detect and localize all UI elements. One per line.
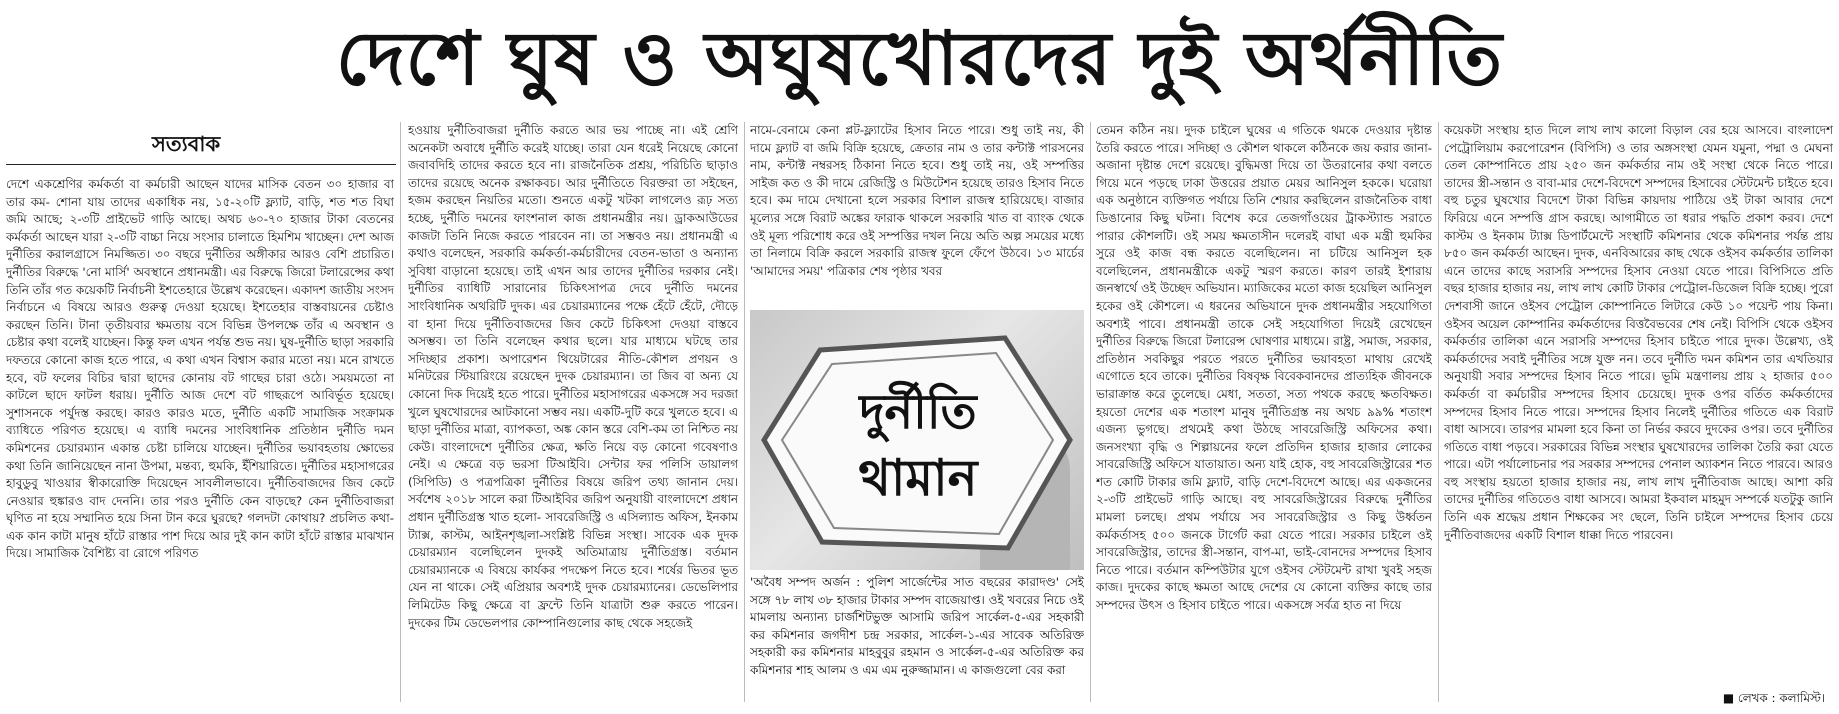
column-divider [744,122,745,702]
byline: সত্যবাক [152,132,221,156]
column-divider [1090,122,1091,702]
hexagon-sign [750,310,1084,570]
article-column-1 [6,176,394,704]
column-text: দেশে একশ্রেণির কর্মকর্তা বা কর্মচারী আছেন যাদের মাসিক বেতন ৩০ হাজার বা তার কম- শোনা যায় তাদের একাধিক নয়, ১৫-২০টি ফ্ল্যাট, বাড়ি, শত শত বিঘা জমি আছে; ২-৩টি প্রাইভেট গাড়ি আছে। অথচ ৬০-৭০ হাজার টাকা বেতনের কর্মকর্তা আছেন যারা ২-৩টি বাচ্চা নিয়ে সংসার চালাতে হিমশিম খাচ্ছেন। দেশ আজ দুর্নীতির করালগ্রাসে নিমজ্জিত। ৩০ বছরে দুর্নীতির অঙ্গীকার আরও বেশি প্রচারিত। দুর্নীতির বিরুদ্ধে 'নো মার্সি' অবস্থানে প্রধানমন্ত্রী। এর বিরুদ্ধে জিরো টলারেন্সের কথা তিনি তাঁর গত কয়েকটি নির্বাচনী ইশতেহারে উল্লেখ করেছেন। একাদশ জাতীয় সংসদ নির্বাচনে এ বিষয়ে আরও গুরুত্ব দেওয়া হয়েছে। ইশতেহার বাস্তবায়নের চেষ্টাও করছেন তিনি। টানা তৃতীয়বার ক্ষমতায় বসে বিভিন্ন উপলক্ষে তাঁর এ অবস্থান ও চেষ্টার কথা বলেই যাচ্ছেন। কিন্তু ফল এখন পর্যন্ত শুভ নয়। ঘুষ-দুর্নীতি ছাড়া সরকারি দফতরে কোনো কাজ হতে পারে, এ কথা এখন বিশ্বাস করার মতো নয়। মনে রাখতে হবে, বট ফলের বিচির দ্বারা ছাদের কোনায় বট গাছের চারা ওঠে। সময়মতো না কাটলে ছাদে ফাটল ধরায়। দুর্নীতি আজ দেশে বট গাছরূপে আবির্ভূত হয়েছে। সুশাসনকে পর্যুদস্ত করছে। কারও কারও মতে, দুর্নীতি একটি সামাজিক সংক্রামক ব্যাধিতে পরিণত হয়েছে। এ ব্যাধি দমনের সাংবিধানিক প্রতিষ্ঠান দুর্নীতি দমন কমিশনের চেয়ারম্যান একান্ত চেষ্টা চালিয়ে যাচ্ছেন। দুর্নীতির ভয়াবহতায় ক্ষোভের কথা তিনি জানিয়েছেন নানা উপমা, মন্তব্য, হুমকি, ইঁশিয়ারিতে। দুর্নীতির মহাসাগরের হাবুডুবু খাওয়ার স্বীকারোক্তি দিয়েছেন সাবলীলভাবে। দুর্নীতিবাজদের জিব কেটে নেওয়ার হুঙ্কারও বাদ দেননি। তার পরও দুর্নীতি কেন বাড়ছে? কেন দুর্নীতিবাজরা ঘৃণিত না হয়ে সম্মানিত হয়ে সিনা টান করে ঘুরছে? গলদটা কোথায়? প্রচলিত কথা- এক কান কাটা মানুষ হাঁটে রাস্তার পাশ দিয়ে আর দুই কান কাটা হাঁটে রাস্তার মাঝখান দিয়ে। সামাজিক বৈশিষ্ট্য বা রোগে পরিণত [6,177,394,561]
sign-text-line1: দুর্নীতি [859,384,977,440]
column-text: হওয়ায় দুর্নীতিবাজরা দুর্নীতি করতে আর ভয় পাচ্ছে না। এই শ্রেণি অনেকটা অবাধে দুর্নীতি করেই যাচ্ছে। তারা যেন ধরেই নিয়েছে কোনো জবাবদিহি তাদের করতে হবে না। রাজনৈতিক প্রশ্রয়, পরিচিতি ছাড়াও তাদের রয়েছে অনেক রক্ষাকবচ। আর দুর্নীতিতে বিরক্তরা তা সইছেন, হজম করছেন নিয়তির মতো। শুনতে একটু খটকা লাগলেও রূঢ় সত্য হচ্ছে, দুর্নীতি দমনের ফাংশনাল কাজ প্রধানমন্ত্রীর নয়। ড্রাকআউডের কাজটা তিনি নিজে করতে পারবেন না। তা সম্ভবও নয়। প্রধানমন্ত্রী এ কথাও বলেছেন, সরকারি কর্মকর্তা-কর্মচারীদের বেতন-ভাতা ও অন্যান্য সুবিধা বাড়ানো হয়েছে। তাই এখন আর তাদের দুর্নীতির দরকার নেই। দুর্নীতির ব্যাধিটি সারানোর চিকিৎসাপত্র দেবে দুর্নীতি দমনের সাংবিধানিক অথরিটি দুদক। এর চেয়ারম্যানের পক্ষে হেঁটে হেঁটে, দৌড়ে বা হানা দিয়ে দুর্নীতিবাজদের জিব কেটে চিকিৎসা দেওয়া বাস্তবে অসম্ভব। তা তিনি বলেছেন কথার ছলে। যার মাধ্যমে ঘটছে তার সদিচ্ছার প্রকাশ। অপারেশন থিয়েটারের নীতি-কৌশল প্রণয়ন ও মনিটরের স্টিয়ারিংয়ে রয়েছেন দুদক চেয়ারম্যান। তা জিব বা অন্য যে কোনো দিক দিয়েই হতে পারে। দুর্নীতির মহাসাগরের একসঙ্গে সব দরজা খুলে ঘুষখোরদের আটকানো সম্ভব নয়। একটি-দুটি করে খুলতে হবে। এ ছাড়া দুর্নীতির মাত্রা, ব্যাপকতা, অঙ্ক কোন স্তরে বেশি-কম তা নিশ্চিত নয় কেউ। বাংলাদেশে দুর্নীতির ক্ষেত্র, ক্ষতি নিয়ে বড় কোনো গবেষণাও নেই। এ ক্ষেত্রে বড় ভরসা টিআইবি। সেন্টার ফর পলিসি ডায়ালগ (সিপিডি) ও পত্রপত্রিকা দুর্নীতির বিষয়ে জরিপ তথ্য জানান দেয়। সর্বশেষ ২০১৮ সালে করা টিআইবির জরিপ অনুযায়ী বাংলাদেশে প্রধান প্রধান দুর্নীতিগ্রস্ত খাত হলো- সাবরেজিস্ট্রি ও এসিল্যান্ড অফিস, ইনকাম ট্যাক্স, কাস্টম, আইনশৃঙ্খলা-সংশ্লিষ্ট বিভিন্ন সংস্থা। সাবেক এক দুদক চেয়ারম্যান বলেছিলেন দুদকই অতিমাত্রায় দুর্নীতিগ্রস্ত। বর্তমান চেয়ারম্যানকে এ বিষয়ে কার্যকর পদক্ষেপ নিতে হবে। শর্ষের ভিতর ভূত যেন না থাকে। সেই এপ্রিয়ার অবশ্যই দুদক চেয়ারম্যানের। ডেভেলিপার লিমিটেড কিছু ক্ষেত্রে বা ফ্রন্টে তিনি যাত্রাটা শুরু করতে পারেন। দুদকের টিম ডেভেলপার কোম্পানিগুলোর কাছ থেকে সহজেই [408,123,738,630]
column-divider [1438,122,1439,702]
article-column-2 [408,122,738,704]
sign-text-line2: থামান [858,449,978,507]
column-text: তেমন কঠিন নয়। দুদক চাইলে ঘুষের এ গতিকে থমকে দেওয়ার দৃষ্টান্ত তৈরি করতে পারে। সদিচ্ছা ও কৌশল থাকলে কঠিনকে জয় করার জানা-অজানা দৃষ্টান্ত দেশে রয়েছে। বুদ্ধিমত্তা দিয়ে তা উতরানোর কথা বলতে গিয়ে মনে পড়ছে ঢাকা উত্তরের প্রয়াত মেয়র আনিসুল হককে। ঘরোয়া এক অনুষ্ঠানে ব্যক্তিগত পর্যায়ে তিনি শেয়ার করছিলেন রাজনৈতিক বাধা ডিঙানোর কিছু ঘটনা। বিশেষ করে তেজগাঁওয়ের ট্রাকস্ট্যান্ড সরাতে পারার কৌশলটি। ওই সময় ক্ষমতাসীন দলেরই বাঘা এক মন্ত্রী হুমকির সুরে ওই কাজ বন্ধ করতে বলেছিলেন। না চটিয়ে আনিসুল হক বলেছিলেন, প্রধানমন্ত্রীকে একটু স্মরণ করতে। কারণ তারই ইশারায় জনস্বার্থে ওই উচ্ছেদ অভিযান। ম্যাজিকের মতো কাজ হয়েছিল আনিসুল হকের ওই কৌশলে। এ ধরনের অভিযানে দুদক প্রধানমন্ত্রীর সহযোগিতা অবশ্যই পাবে। প্রধানমন্ত্রী তাকে সেই সহযোগিতা দিয়েই রেখেছেন দুর্নীতির বিরুদ্ধে জিরো টলারেন্স ঘোষণার মাধ্যমে। রাষ্ট্র, সমাজ, সরকার, প্রতিষ্ঠান সবকিছুর পরতে পরতে দুর্নীতির ভয়াবহতা মাথায় রেখেই এগোতে হবে তাকে। দুর্নীতির বিষবৃক্ষ বিবেকবানদের প্রাত্যহিক জীবনকে ভারাক্রান্ত করে তুলেছে। মেধা, সততা, সত্য পথকে করছে ক্ষতবিক্ষত। হয়তো দেশের এক শতাংশ মানুষ দুর্নীতিগ্রস্ত নয় অথচ ৯৯% শতাংশ এজন্য ভুগছে। প্রথমেই কথা উঠছে সাবরেজিস্ট্রি অফিসের কথা। জনসংখ্যা বৃদ্ধি ও শিল্পায়নের ফলে প্রতিদিন হাজার হাজার লোকের সাবরেজিস্ট্রি অফিসে যাতায়াত। অন্য যাই হোক, বহু সাবরেজিস্ট্রারের শত শত কোটি টাকার জমি ফ্ল্যাট, বাড়ি দেশে-বিদেশে আছে। এর একজনের ২-৩টি প্রাইভেট গাড়ি আছে। বহু সাবরেজিস্ট্রারের বিরুদ্ধে দুর্নীতির মামলা চলছে। প্রথম পর্যায়ে সব সাবরেজিস্ট্রার ও কিছু উর্ধ্বতন কর্মকর্তাসহ ৫০০ জনকে টার্গেট করা যেতে পারে। সরকার চাইলে ওই সাবরেজিস্ট্রার, তাদের স্ত্রী-সন্তান, বাপ-মা, ভাই-বোনদের সম্পদের হিসাব নিতে পারে। বর্তমান কম্পিউটার যুগে ওইসব স্টেটমেন্ট রাখা খুবই সহজ কাজ। দুদকের কাছে ক্ষমতা আছে দেশের যে কোনো ব্যক্তির কাছে তার সম্পদের উৎস ও হিসাব চাইতে পারে। একসঙ্গে সর্বত্র হাত না দিয়ে [1096,123,1432,613]
article-column-3 [750,122,1084,302]
article-photo [750,310,1084,570]
headline: দেশে ঘুষ ও অঘুষখোরদের দুই অর্থনীতি [335,16,1504,102]
photo-caption: 'অবৈধ সম্পদ অর্জন : পুলিশ সার্জেন্টের সাত বছরের কারাদণ্ড' সেই সঙ্গে ৭৮ লাখ ৩৮ হাজার টাকার সম্পদ বাজেয়াপ্ত। ওই খবরের নিচে ওই মামলায় অন্যান্য চার্জশিটভুক্ত আসামি জরিপ সার্কেল-৫-এর সহকারী কর কমিশনার জগদীশ চন্দ্র সরকার, সার্কেল-১-এর সাবেক অতিরিক্ত সহকারী কর কমিশনার মাহবুবুর রহমান ও সার্কেল-৫-এর অতিরিক্ত কর কমিশনার শাহ আলম ও এম এম নুরুজ্জামান। এ কাজগুলো বের করা [750,575,1084,677]
column-text: নামে-বেনামে কেনা প্লট-ফ্ল্যাটের হিসাব নিতে পারে। শুধু তাই নয়, কী দামে ফ্ল্যাট বা জমি বিক্রি হয়েছে, ক্রেতার নাম ও তার কন্টাক্ট পারসনের নাম, কন্টাক্ট নম্বরসহ ঠিকানা নিতে হবে। শুধু তাই নয়, ওই সম্পত্তির সাইজ কত ও কী দামে রেজিস্ট্রি ও মিউটেশন হয়েছে তারও হিসাব নিতে হবে। কম দামে দেখানো হলে সরকার বিশাল রাজস্ব হারিয়েছে। বাজার মূল্যের সঙ্গে বিরাট অঙ্কের ফারাক থাকলে সরকারি খাত বা ব্যাংক থেকে ওই মূল্য পরিশোধ করে ওই সম্পত্তির দখল নিয়ে অতি অল্প সময়ের মধ্যে তা নিলামে বিক্রি করলে সরকারি রাজস্ব ফুলে ফেঁপে উঠবে। ১৩ মার্চের 'আমাদের সময়' পত্রিকার শেষ পৃষ্ঠার খবর [750,123,1084,278]
article-column-4 [1096,122,1432,704]
article-column-5 [1444,122,1833,688]
column-divider [400,122,401,702]
author-note: ■ লেখক : কলামিস্ট। [1722,691,1825,705]
byline-rule [6,164,396,165]
column-text: কয়েকটা সংস্থায় হাত দিলে লাখ লাখ কালো বিড়াল বের হয়ে আসবে। বাংলাদেশ পেট্রোলিয়াম করপোরেশন (বিপিসি) ও তার অঙ্গসংস্থা যেমন যমুনা, পদ্মা ও মেঘনা তেল কোম্পানিতে প্রায় ২৫০ জন কর্মকর্তার নাম ওই সংস্থা থেকে নিতে পারে। তাদের স্ত্রী-সন্তান ও বাবা-মার দেশে-বিদেশে সম্পদের হিসাবের স্টেটমেন্ট চাইতে হবে। বহু চতুর ঘুষখোর বিদেশে টাকা বিভিন্ন কায়দায় পাঠিয়ে ওই টাকা আবার দেশে ফিরিয়ে এনে সম্পত্তি গ্রাস করছে। আগামীতে তা ধরার পদ্ধতি প্রকাশ করব। দেশে কাস্টম ও ইনকাম ট্যাক্স ডিপার্টমেন্টে সংস্থাটি কমিশনার থেকে কমিশনার পর্যন্ত প্রায় ৮৫০ জন কর্মকর্তা আছেন। দুদক, এনবিআরের কাছ থেকে ওইসব কর্মকর্তার তালিকা এনে তাদের কাছে সরাসরি সম্পদের হিসাব নেওয়া যেতে পারে। বিপিসিতে প্রতি বছর হাজার হাজার নয়, লাখ লাখ কোটি টাকার পেট্রোল-ডিজেল বিক্রি হচ্ছে। পুরো দেশবাসী জানে ওইসব পেট্রোল কোম্পানিতে লিটারে কেউ ১০ পয়েন্ট পায় কিনা। ওইসব অয়েল কোম্পানির কর্মকর্তাদের বিত্তবৈভবের শেষ নেই। বিপিসি থেকে ওইসব কর্মকর্তার তালিকা এনে সরাসরি সম্পদের হিসাব চাইতে পারে দুদক। উল্লেখ্য, ওই কর্মকর্তাদের সবাই দুর্নীতির সঙ্গে যুক্ত নন। তবে দুর্নীতি দমন কমিশন তার এখতিয়ার অনুযায়ী সবার সম্পদের হিসাব নিতে পারে। ভূমি মন্ত্রণালয় প্রায় ২ হাজার ৫০০ কর্মকর্তা বা কর্মচারীর সম্পদের হিসাব চেয়েছে। দুদক ওপর বর্তিত কর্মকর্তাদের সম্পদের হিসাব নিতে পারে। সম্পদের হিসাব নিলেই দুর্নীতির গতিতে এক বিরাট বাধা আসবে। তারপর মামলা হবে কিনা তা নির্ভর করবে দুদকের ওপর। তবে দুর্নীতির গতিতে বাধা পড়বে। সরকারের বিভিন্ন সংস্থার ঘুষখোরদের তালিকা তৈরি করা যেতে পারে। এটা পর্যালোচনার পর সরকার সম্পদের পেনাল অ্যাকশন নিতে পারবে। আরও বহু সংস্থায় হয়তো হাজার হাজার নয়, লাখ লাখ দুর্নীতিবাজ আছে। আশা করি তাদের দুর্নীতির গতিতেও বাধা আসবে। আমরা ইকবাল মাহমুদ সম্পর্কে যতটুকু জানি তিনি এক শ্রদ্ধেয় প্রধান শিক্ষকের সং ছেলে, তিনি চাইলে সম্পদের হিসাব চেয়ে দুর্নীতিবাজদের একটি বিশাল ধাক্কা দিতে পারবেন। [1444,123,1833,542]
hexagon-shape [764,338,1070,548]
